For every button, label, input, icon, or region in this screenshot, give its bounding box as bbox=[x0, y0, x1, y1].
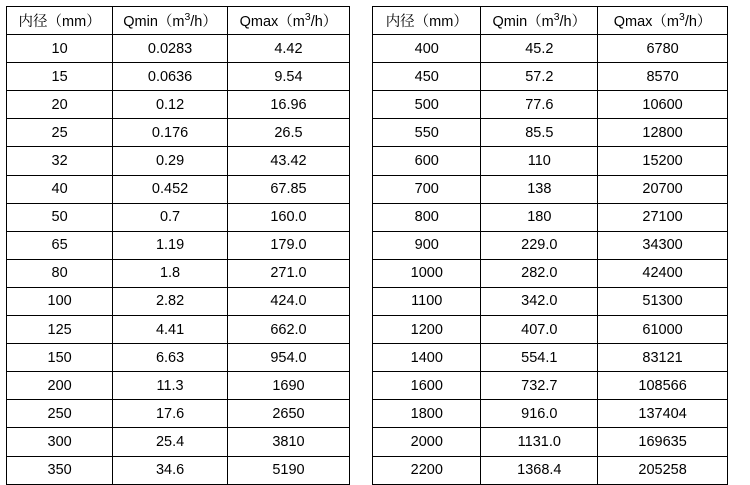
cell-inner-diameter: 40 bbox=[7, 175, 113, 203]
cell-inner-diameter: 15 bbox=[7, 63, 113, 91]
cell-qmin: 57.2 bbox=[481, 63, 598, 91]
pipe-flow-table-small-wrapper bbox=[6, 6, 350, 485]
cell-inner-diameter: 250 bbox=[7, 400, 113, 428]
cell-qmin: 229.0 bbox=[481, 231, 598, 259]
table-row bbox=[373, 456, 728, 484]
table-row bbox=[373, 372, 728, 400]
cell-inner-diameter: 25 bbox=[7, 119, 113, 147]
table-row bbox=[7, 119, 350, 147]
cell-qmin: 0.0283 bbox=[113, 35, 228, 63]
cell-qmin: 4.41 bbox=[113, 316, 228, 344]
cell-qmin: 554.1 bbox=[481, 344, 598, 372]
column-header-qmin: $Qmin(m^3/h)$ bbox=[481, 7, 598, 35]
table-row bbox=[373, 259, 728, 287]
cell-inner-diameter: 1200 bbox=[373, 316, 481, 344]
table-row bbox=[7, 456, 350, 484]
table-row bbox=[373, 91, 728, 119]
cell-qmin: 0.12 bbox=[113, 91, 228, 119]
table-row bbox=[373, 344, 728, 372]
cell-inner-diameter: 700 bbox=[373, 175, 481, 203]
cell-qmax: 4.42 bbox=[227, 35, 349, 63]
column-header-qmax: $Qmax(m^3/h)$ bbox=[598, 7, 728, 35]
cell-qmin: 6.63 bbox=[113, 344, 228, 372]
cell-inner-diameter: 800 bbox=[373, 203, 481, 231]
cell-qmin: 1.19 bbox=[113, 231, 228, 259]
cell-qmax: 20700 bbox=[598, 175, 728, 203]
table-row bbox=[373, 316, 728, 344]
cell-qmin: 34.6 bbox=[113, 456, 228, 484]
cell-inner-diameter: 350 bbox=[7, 456, 113, 484]
cell-qmin: 180 bbox=[481, 203, 598, 231]
cell-inner-diameter: 100 bbox=[7, 287, 113, 315]
cell-inner-diameter: 125 bbox=[7, 316, 113, 344]
cell-qmin: 0.176 bbox=[113, 119, 228, 147]
cell-qmin: 11.3 bbox=[113, 372, 228, 400]
cell-inner-diameter: 80 bbox=[7, 259, 113, 287]
table-row bbox=[7, 259, 350, 287]
cell-inner-diameter: 1400 bbox=[373, 344, 481, 372]
cell-inner-diameter: 1000 bbox=[373, 259, 481, 287]
cell-qmax: 61000 bbox=[598, 316, 728, 344]
column-header-qmin: $Qmin(m^3/h)$ bbox=[113, 7, 228, 35]
cell-qmin: 342.0 bbox=[481, 287, 598, 315]
cell-inner-diameter: 900 bbox=[373, 231, 481, 259]
table-row bbox=[7, 344, 350, 372]
cell-inner-diameter: 10 bbox=[7, 35, 113, 63]
table-header bbox=[373, 7, 728, 35]
cell-qmax: 26.5 bbox=[227, 119, 349, 147]
cell-qmin: 2.82 bbox=[113, 287, 228, 315]
cell-qmax: 16.96 bbox=[227, 91, 349, 119]
cell-qmax: 137404 bbox=[598, 400, 728, 428]
cell-qmax: 42400 bbox=[598, 259, 728, 287]
cell-inner-diameter: 2000 bbox=[373, 428, 481, 456]
cell-inner-diameter: 20 bbox=[7, 91, 113, 119]
cell-qmin: 1368.4 bbox=[481, 456, 598, 484]
cell-qmin: 916.0 bbox=[481, 400, 598, 428]
table-header-row bbox=[373, 7, 728, 35]
cell-qmin: 0.0636 bbox=[113, 63, 228, 91]
cell-inner-diameter: 550 bbox=[373, 119, 481, 147]
cell-qmax: 8570 bbox=[598, 63, 728, 91]
cell-qmax: 954.0 bbox=[227, 344, 349, 372]
table-body bbox=[373, 35, 728, 485]
cell-qmax: 179.0 bbox=[227, 231, 349, 259]
cell-qmax: 83121 bbox=[598, 344, 728, 372]
table-row bbox=[7, 63, 350, 91]
cell-inner-diameter: 32 bbox=[7, 147, 113, 175]
cell-inner-diameter: 1800 bbox=[373, 400, 481, 428]
cell-qmin: 0.29 bbox=[113, 147, 228, 175]
cell-inner-diameter: 500 bbox=[373, 91, 481, 119]
cell-qmax: 43.42 bbox=[227, 147, 349, 175]
cell-qmax: 662.0 bbox=[227, 316, 349, 344]
table-row bbox=[7, 175, 350, 203]
cell-inner-diameter: 1600 bbox=[373, 372, 481, 400]
cell-qmin: 282.0 bbox=[481, 259, 598, 287]
table-row bbox=[373, 400, 728, 428]
table-row bbox=[7, 231, 350, 259]
cell-qmin: 0.7 bbox=[113, 203, 228, 231]
table-row bbox=[373, 231, 728, 259]
table-header bbox=[7, 7, 350, 35]
cell-qmax: 51300 bbox=[598, 287, 728, 315]
column-header-qmax: $Qmax(m^3/h)$ bbox=[227, 7, 349, 35]
cell-qmax: 3810 bbox=[227, 428, 349, 456]
cell-qmin: 85.5 bbox=[481, 119, 598, 147]
cell-inner-diameter: 1100 bbox=[373, 287, 481, 315]
table-header-row bbox=[7, 7, 350, 35]
cell-qmax: 9.54 bbox=[227, 63, 349, 91]
cell-qmax: 5190 bbox=[227, 456, 349, 484]
cell-qmin: 1.8 bbox=[113, 259, 228, 287]
cell-qmax: 1690 bbox=[227, 372, 349, 400]
cell-qmin: 17.6 bbox=[113, 400, 228, 428]
table-row bbox=[7, 400, 350, 428]
table-body bbox=[7, 35, 350, 485]
cell-qmax: 108566 bbox=[598, 372, 728, 400]
cell-qmin: 732.7 bbox=[481, 372, 598, 400]
table-row bbox=[7, 316, 350, 344]
cell-qmax: 271.0 bbox=[227, 259, 349, 287]
cell-inner-diameter: 300 bbox=[7, 428, 113, 456]
cell-qmax: 6780 bbox=[598, 35, 728, 63]
column-header-inner-diameter: 内径（mm） bbox=[7, 7, 113, 35]
column-header-inner-diameter: 内径（mm） bbox=[373, 7, 481, 35]
cell-qmin: 138 bbox=[481, 175, 598, 203]
table-row bbox=[373, 119, 728, 147]
cell-inner-diameter: 65 bbox=[7, 231, 113, 259]
cell-qmax: 27100 bbox=[598, 203, 728, 231]
table-row bbox=[7, 428, 350, 456]
table-row bbox=[373, 428, 728, 456]
cell-qmin: 25.4 bbox=[113, 428, 228, 456]
cell-inner-diameter: 2200 bbox=[373, 456, 481, 484]
table-row bbox=[7, 203, 350, 231]
cell-inner-diameter: 600 bbox=[373, 147, 481, 175]
cell-qmax: 15200 bbox=[598, 147, 728, 175]
cell-qmax: 2650 bbox=[227, 400, 349, 428]
cell-qmax: 10600 bbox=[598, 91, 728, 119]
table-row bbox=[373, 287, 728, 315]
cell-qmin: 45.2 bbox=[481, 35, 598, 63]
table-row bbox=[7, 147, 350, 175]
table-row bbox=[373, 63, 728, 91]
cell-qmax: 424.0 bbox=[227, 287, 349, 315]
cell-qmin: 77.6 bbox=[481, 91, 598, 119]
cell-qmin: 407.0 bbox=[481, 316, 598, 344]
pipe-flow-table-large-wrapper bbox=[372, 6, 728, 485]
cell-qmax: 205258 bbox=[598, 456, 728, 484]
table-row bbox=[7, 287, 350, 315]
cell-qmax: 160.0 bbox=[227, 203, 349, 231]
cell-inner-diameter: 400 bbox=[373, 35, 481, 63]
table-row bbox=[7, 35, 350, 63]
pipe-flow-table-small bbox=[6, 6, 350, 485]
cell-qmin: 1131.0 bbox=[481, 428, 598, 456]
cell-qmax: 67.85 bbox=[227, 175, 349, 203]
cell-qmin: 110 bbox=[481, 147, 598, 175]
cell-qmax: 12800 bbox=[598, 119, 728, 147]
cell-qmin: 0.452 bbox=[113, 175, 228, 203]
table-row bbox=[373, 203, 728, 231]
table-row bbox=[373, 147, 728, 175]
cell-qmax: 34300 bbox=[598, 231, 728, 259]
table-row bbox=[373, 35, 728, 63]
pipe-flow-table-large bbox=[372, 6, 728, 485]
table-row bbox=[7, 91, 350, 119]
cell-inner-diameter: 50 bbox=[7, 203, 113, 231]
table-row bbox=[373, 175, 728, 203]
cell-inner-diameter: 450 bbox=[373, 63, 481, 91]
cell-qmax: 169635 bbox=[598, 428, 728, 456]
table-row bbox=[7, 372, 350, 400]
cell-inner-diameter: 200 bbox=[7, 372, 113, 400]
cell-inner-diameter: 150 bbox=[7, 344, 113, 372]
